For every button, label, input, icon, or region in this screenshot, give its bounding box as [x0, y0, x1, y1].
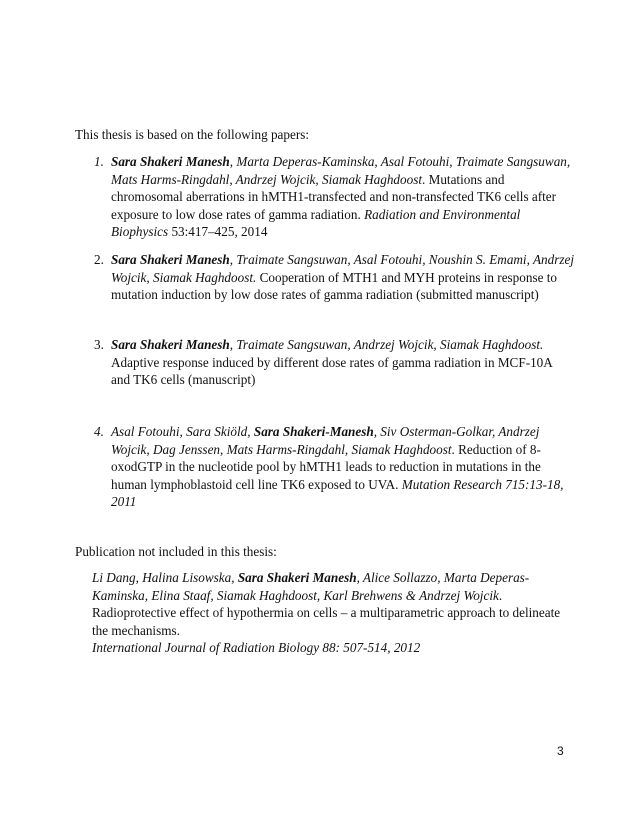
paper-title: . Mutations and chromosomal aberrations in hMTH1-transfected and non-transfected TK6 cells after exposure to low dose rates of gamma radiation.: [111, 171, 557, 222]
authors-before: Li Dang, Halina Lisowska,: [92, 570, 238, 585]
coauthors: , Traimate Sangsuwan, Andrzej Wojcik, Siamak Haghdoost.: [229, 337, 544, 352]
page-number: 3: [557, 744, 564, 758]
paper-citation: [111, 336, 574, 389]
paper-item-4: [94, 423, 574, 511]
authors-before: Asal Fotouhi, Sara Skiöld,: [111, 424, 254, 439]
intro-text: This thesis is based on the following papers:: [75, 127, 310, 142]
paper-number: 2.: [94, 252, 104, 267]
journal-name: International Journal of Radiation Biology 88: 507-514, 2012: [92, 640, 421, 655]
lead-author: Sara Shakeri Manesh: [111, 337, 230, 352]
lead-author: Sara Shakeri Manesh: [111, 154, 230, 169]
paper-citation: [111, 423, 574, 511]
paper-title: . Radioprotective effect of hypothermia on cells – a multiparametric approach to delineate the mechanisms.: [92, 587, 561, 638]
paper-citation: [111, 153, 574, 241]
not-included-heading: Publication not included in this thesis:: [75, 544, 277, 559]
paper-citation: [111, 251, 574, 304]
lead-author: Sara Shakeri Manesh: [111, 252, 230, 267]
journal-citation: 53:417–425, 2014: [168, 224, 268, 239]
highlight-author: Sara Shakeri Manesh: [237, 570, 357, 585]
not-included-citation: [92, 569, 572, 657]
journal-name: Mutation Research 715:13-18, 2011: [111, 476, 564, 509]
paper-number: 3.: [94, 337, 104, 352]
paper-title: . Reduction of 8-oxodGTP in the nucleotide pool by hMTH1 leads to reduction in mutations in the human lymphoblastoid cell line TK6 exposed to UVA.: [111, 441, 541, 492]
journal-name: Radiation and Environmental Biophysics: [111, 206, 521, 239]
coauthors: , Marta Deperas-Kaminska, Asal Fotouhi, Traimate Sangsuwan, Mats Harms-Ringdahl, Andrzej Wojcik, Siamak Haghdoost: [111, 154, 571, 187]
paper-number: 4.: [94, 424, 104, 439]
paper-number: 1.: [94, 154, 104, 169]
highlight-author: Sara Shakeri-Manesh: [253, 424, 374, 439]
paper-item-1: [94, 153, 574, 241]
paper-title: Cooperation of MTH1 and MYH proteins in response to mutation induction by low dose rates of gamma radiation (submitted manuscript): [111, 269, 558, 302]
authors-after: , Siv Osterman-Golkar, Andrzej Wojcik, Dag Jenssen, Mats Harms-Ringdahl, Siamak Haghdoost: [111, 424, 540, 457]
authors-after: , Alice Sollazzo, Marta Deperas-Kaminska, Elina Staaf, Siamak Haghdoost, Karl Brehwens & Andrzej Wojcik: [92, 570, 530, 603]
coauthors: , Traimate Sangsuwan, Asal Fotouhi, Noushin S. Emami, Andrzej Wojcik, Siamak Haghdoost.: [111, 252, 574, 285]
paper-item-3: [94, 336, 574, 389]
paper-item-2: [94, 251, 574, 304]
paper-title: Adaptive response induced by different dose rates of gamma radiation in MCF-10A and TK6 cells (manuscript): [111, 354, 553, 387]
